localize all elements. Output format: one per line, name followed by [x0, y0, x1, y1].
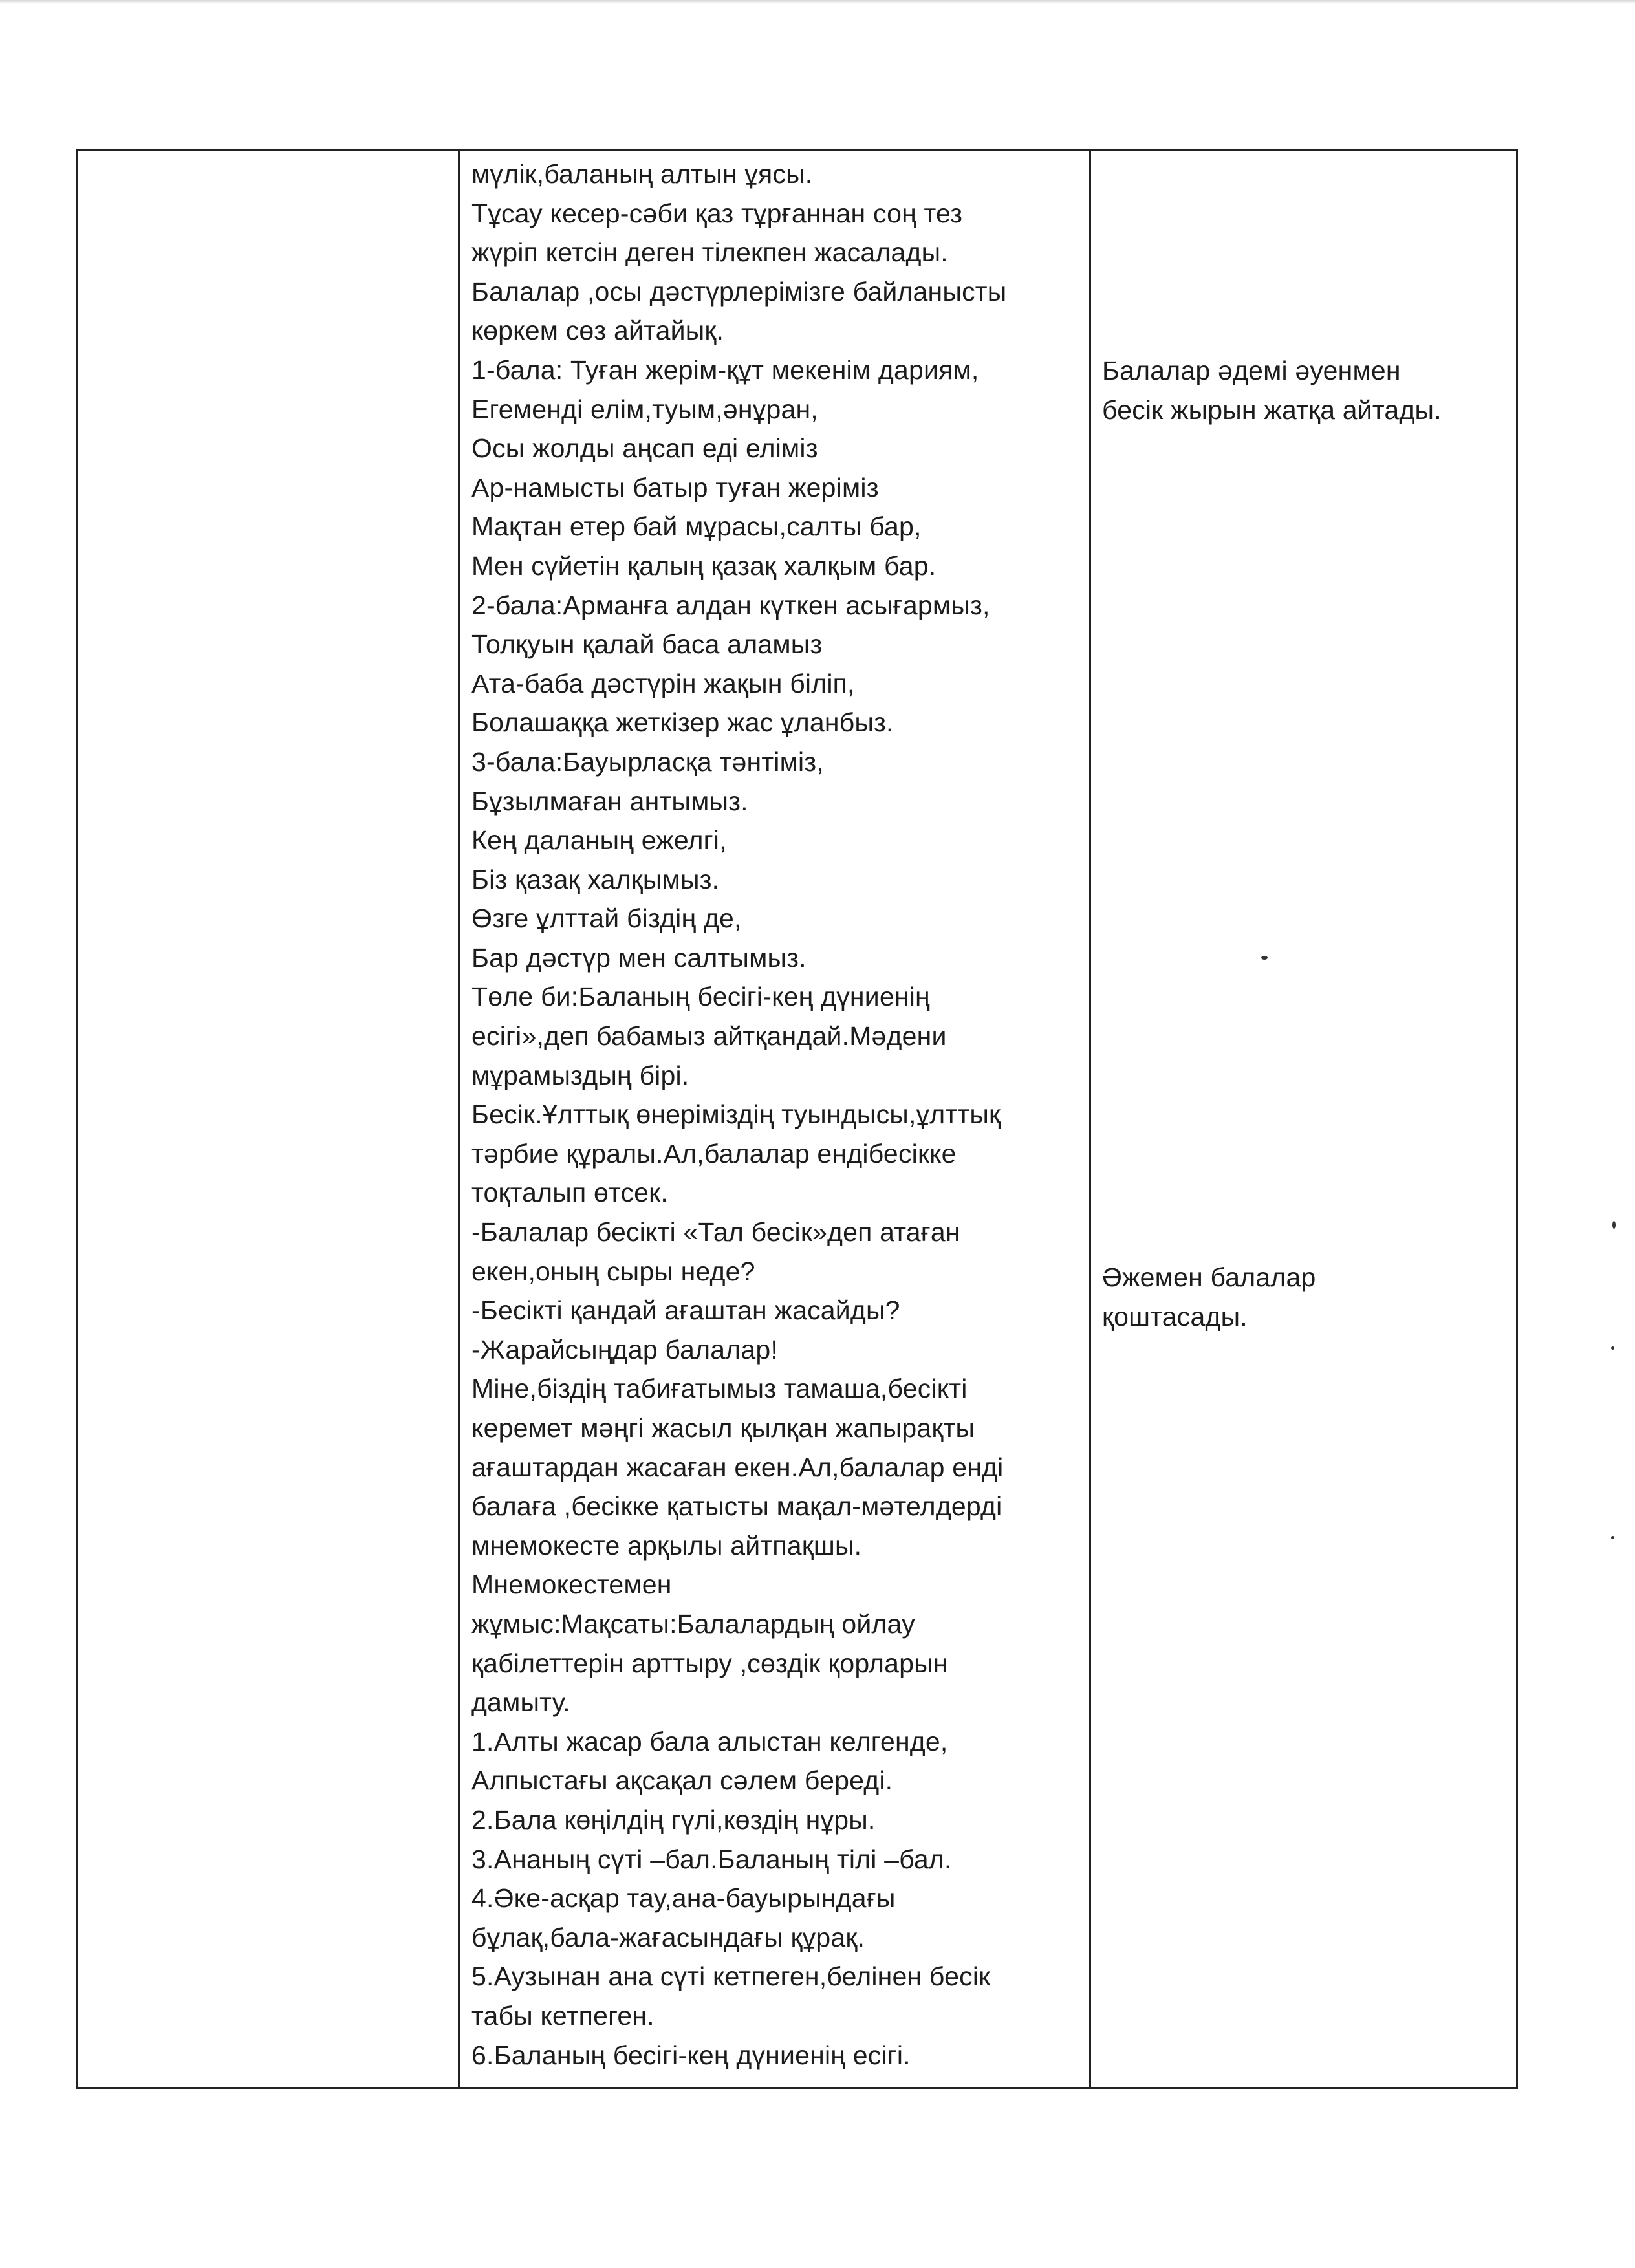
text-line: -Балалар бесікті «Тал бесік»деп атаған: [471, 1217, 960, 1247]
text-line: 3.Ананың сүті –бал.Баланың тілі –бал.: [471, 1844, 952, 1874]
text-line: Кең даланың ежелгі,: [471, 825, 727, 856]
text-line: тәрбие құралы.Ал,балалар ендібесікке: [471, 1138, 957, 1169]
text-line: көркем сөз айтайық.: [471, 316, 724, 346]
text-line: -Бесікті қандай ағаштан жасайды?: [471, 1295, 900, 1326]
text-line: Мнемокестемен: [471, 1570, 672, 1600]
text-line: Алпыстағы ақсақал сәлем береді.: [471, 1766, 893, 1796]
text-line: Өзге ұлттай біздің де,: [471, 903, 742, 934]
text-line: Бұзылмаған антымыз.: [471, 786, 748, 816]
text-line: бұлақ,бала-жағасындағы құрақ.: [471, 1922, 865, 1952]
text-line: Біз қазақ халқымыз.: [471, 864, 720, 894]
scan-edge: [0, 0, 1635, 4]
text-line: Төле би:Баланың бесігі-кең дүниенің: [471, 982, 930, 1012]
text-line: 3-бала:Бауырласқа тәнтіміз,: [471, 746, 824, 777]
text-line: 1.Алты жасар бала алыстан келгенде,: [471, 1726, 948, 1756]
text-line: 6.Баланың бесігі-кең дүниенің есігі.: [471, 2040, 911, 2070]
activity-line: бесік жырын жатқа айтады.: [1102, 394, 1442, 425]
text-line: дамыту.: [471, 1687, 570, 1718]
table-cell-children-activity: [1102, 151, 1510, 2087]
text-line: табы кетпеген.: [471, 2000, 655, 2031]
activity-line: қоштасады.: [1102, 1301, 1248, 1332]
text-line: балаға ,бесікке қатысты мақал-мәтелдерді: [471, 1491, 1002, 1522]
text-line: Ата-баба дәстүрін жақын біліп,: [471, 668, 855, 698]
text-line: қабілеттерін арттыру ,сөздік қорларын: [471, 1648, 948, 1678]
text-line: 4.Әке-асқар тау,ана-бауырындағы: [471, 1883, 896, 1914]
activity-line: Балалар әдемі әуенмен: [1102, 356, 1401, 385]
text-line: мнемокесте арқылы айтпақшы.: [471, 1530, 862, 1561]
text-line: Міне,біздің табиғатымыз тамаша,бесікті: [471, 1374, 968, 1404]
text-line: жұмыс:Мақсаты:Балалардың ойлау: [471, 1608, 915, 1639]
text-line: 2.Бала көңілдің гүлі,көздің нұры.: [471, 1804, 876, 1835]
text-line: Мақтан етер бай мұрасы,салты бар,: [471, 512, 922, 542]
scan-speck: [1611, 1346, 1614, 1350]
text-line: Егеменді елім,туым,әнұран,: [471, 394, 818, 424]
text-line: Толқуын қалай баса аламыз: [471, 629, 823, 660]
text-line: Бар дәстүр мен салтымыз.: [471, 942, 807, 973]
table-cell-teacher-activity: [471, 155, 1086, 2075]
text-line: Тұсау кесер-сәби қаз тұрғаннан соң тез: [471, 198, 963, 228]
text-line: ағаштардан жасаған екен.Ал,балалар енді: [471, 1452, 1004, 1482]
text-line: мүлік,баланың алтын ұясы.: [471, 159, 813, 189]
text-line: Ар-намысты батыр туған жеріміз: [471, 472, 879, 502]
scan-speck: [1261, 956, 1268, 960]
text-line: 1-бала: Туған жерім-құт мекенім дариям,: [471, 354, 979, 385]
children-activity-block-1: [1102, 351, 1442, 429]
children-activity-block-2: [1102, 1258, 1316, 1336]
scan-speck: [1612, 1221, 1616, 1229]
text-line: екен,оның сыры неде?: [471, 1256, 755, 1286]
scan-speck: [1611, 1536, 1614, 1539]
text-line: керемет мәңгі жасыл қылқан жапырақты: [471, 1413, 975, 1443]
text-line: 2-бала:Арманға алдан күткен асығармыз,: [471, 590, 990, 620]
text-line: Бесік.Ұлттық өнеріміздің туындысы,ұлттық: [471, 1099, 1001, 1130]
text-line: Болашаққа жеткізер жас ұланбыз.: [471, 707, 894, 738]
text-line: Осы жолды аңсап еді еліміз: [471, 433, 818, 464]
activity-line: Әжемен балалар: [1102, 1262, 1316, 1292]
table-divider-2: [1089, 151, 1091, 2087]
text-line: 5.Аузынан ана сүті кетпеген,белінен бесік: [471, 1961, 991, 1992]
table-border-right: [1516, 151, 1518, 2087]
text-line: жүріп кетсін деген тілекпен жасалады.: [471, 237, 948, 268]
text-line: тоқталып өтсек.: [471, 1178, 668, 1208]
table-cell-left-empty: [78, 151, 458, 2087]
text-line: мұрамыздың бірі.: [471, 1060, 689, 1090]
text-line: -Жарайсыңдар балалар!: [471, 1334, 778, 1365]
table-divider-1: [458, 151, 460, 2087]
text-line: есігі»,деп бабамыз айтқандай.Мәдени: [471, 1021, 947, 1052]
text-line: Мен сүйетін қалың қазақ халқым бар.: [471, 550, 937, 581]
text-line: Балалар ,осы дәстүрлерімізге байланысты: [471, 276, 1007, 307]
lesson-table: [76, 149, 1518, 2089]
